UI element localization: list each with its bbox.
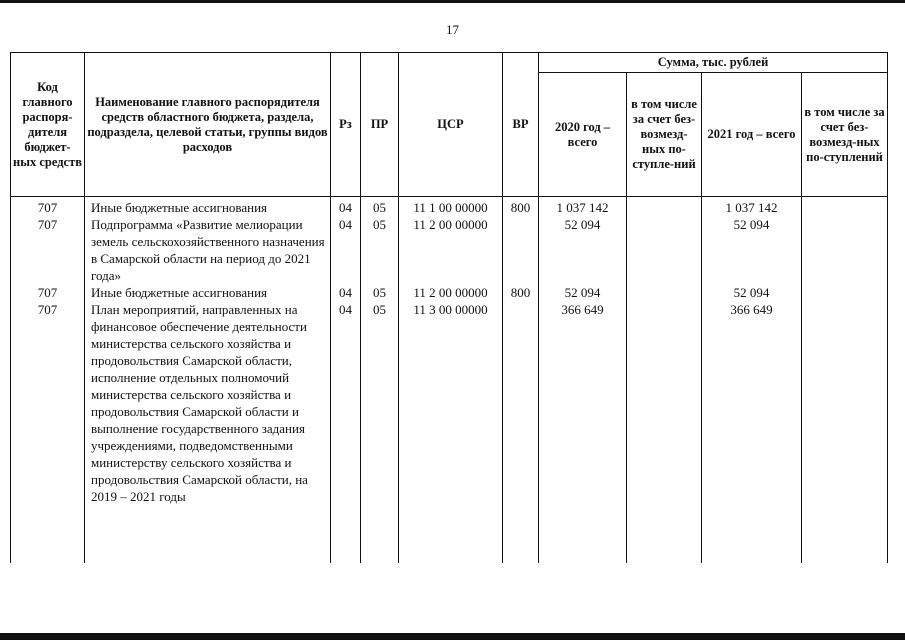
cell-pr: 05: [361, 301, 399, 505]
cell-pr: 05: [361, 216, 399, 284]
header-2021-gratuitous: в том числе за счет без-возмезд-ных по-ступлений: [802, 73, 888, 197]
cell-2020-gratuitous: [627, 301, 702, 505]
header-pr: ПР: [361, 53, 399, 197]
cell-rz: 04: [331, 301, 361, 505]
cell-2021-total: 366 649: [702, 301, 802, 505]
header-vr: ВР: [503, 53, 539, 197]
table-header: [11, 53, 888, 197]
table-row: [11, 301, 888, 505]
cell-vr: 800: [503, 197, 539, 217]
header-name: Наименование главного распорядителя средств областного бюджета, раздела, подраздела, целевой статьи, группы видов расходов: [85, 53, 331, 197]
cell-csr: 11 3 00 00000: [399, 301, 503, 505]
cell-2020-total: 52 094: [539, 216, 627, 284]
cell-vr: [503, 301, 539, 505]
cell-2021-total: 1 037 142: [702, 197, 802, 217]
cell-vr: [503, 216, 539, 284]
cell-2021-total: 52 094: [702, 216, 802, 284]
cell-pr: 05: [361, 197, 399, 217]
cell-2020-gratuitous: [627, 216, 702, 284]
cell-csr: 11 1 00 00000: [399, 197, 503, 217]
cell-code: 707: [11, 197, 85, 217]
cell-2020-gratuitous: [627, 284, 702, 301]
header-code: Код главного распоря-дителя бюджет-ных средств: [11, 53, 85, 197]
cell-pr: 05: [361, 284, 399, 301]
cell-name: Подпрограмма «Развитие мелиорации земель сельскохозяйственного назначения в Самарской области на период до 2021 года»: [85, 216, 331, 284]
cell-2021-total: 52 094: [702, 284, 802, 301]
cell-2021-gratuitous: [802, 197, 888, 217]
header-2020-gratuitous: в том числе за счет без-возмезд-ных по-ступле-ний: [627, 73, 702, 197]
cell-name: Иные бюджетные ассигнования: [85, 284, 331, 301]
cell-2021-gratuitous: [802, 284, 888, 301]
cell-name: План мероприятий, направленных на финансовое обеспечение деятельности министерства сельского хозяйства и продовольствия Самарской области, исполнение отдельных полномочий министерства сельского хозяйства и продовольствия Самарской области и выполнение государственного задания учреждениями, подведомственными министерству сельского хозяйства и продовольствия Самарской области, на 2019 – 2021 годы: [85, 301, 331, 505]
page-number: 17: [446, 22, 459, 37]
cell-2020-total: 1 037 142: [539, 197, 627, 217]
cell-2020-total: 366 649: [539, 301, 627, 505]
header-rz: Рз: [331, 53, 361, 197]
cell-2020-gratuitous: [627, 197, 702, 217]
header-2020-total: 2020 год – всего: [539, 73, 627, 197]
table-body: [11, 197, 888, 564]
header-csr: ЦСР: [399, 53, 503, 197]
cell-2021-gratuitous: [802, 216, 888, 284]
cell-csr: 11 2 00 00000: [399, 284, 503, 301]
cell-code: 707: [11, 301, 85, 505]
table-spacer-row: [11, 505, 888, 563]
cell-code: 707: [11, 216, 85, 284]
header-2021-total: 2021 год – всего: [702, 73, 802, 197]
cell-code: 707: [11, 284, 85, 301]
cell-csr: 11 2 00 00000: [399, 216, 503, 284]
header-sum: Сумма, тыс. рублей: [539, 53, 888, 73]
cell-rz: 04: [331, 216, 361, 284]
cell-rz: 04: [331, 197, 361, 217]
table-row: [11, 284, 888, 301]
cell-rz: 04: [331, 284, 361, 301]
top-border: [0, 0, 905, 3]
bottom-border: [0, 633, 905, 640]
cell-2021-gratuitous: [802, 301, 888, 505]
table-row: [11, 216, 888, 284]
table-row: [11, 197, 888, 217]
cell-2020-total: 52 094: [539, 284, 627, 301]
cell-name: Иные бюджетные ассигнования: [85, 197, 331, 217]
budget-table: [10, 52, 888, 563]
cell-vr: 800: [503, 284, 539, 301]
